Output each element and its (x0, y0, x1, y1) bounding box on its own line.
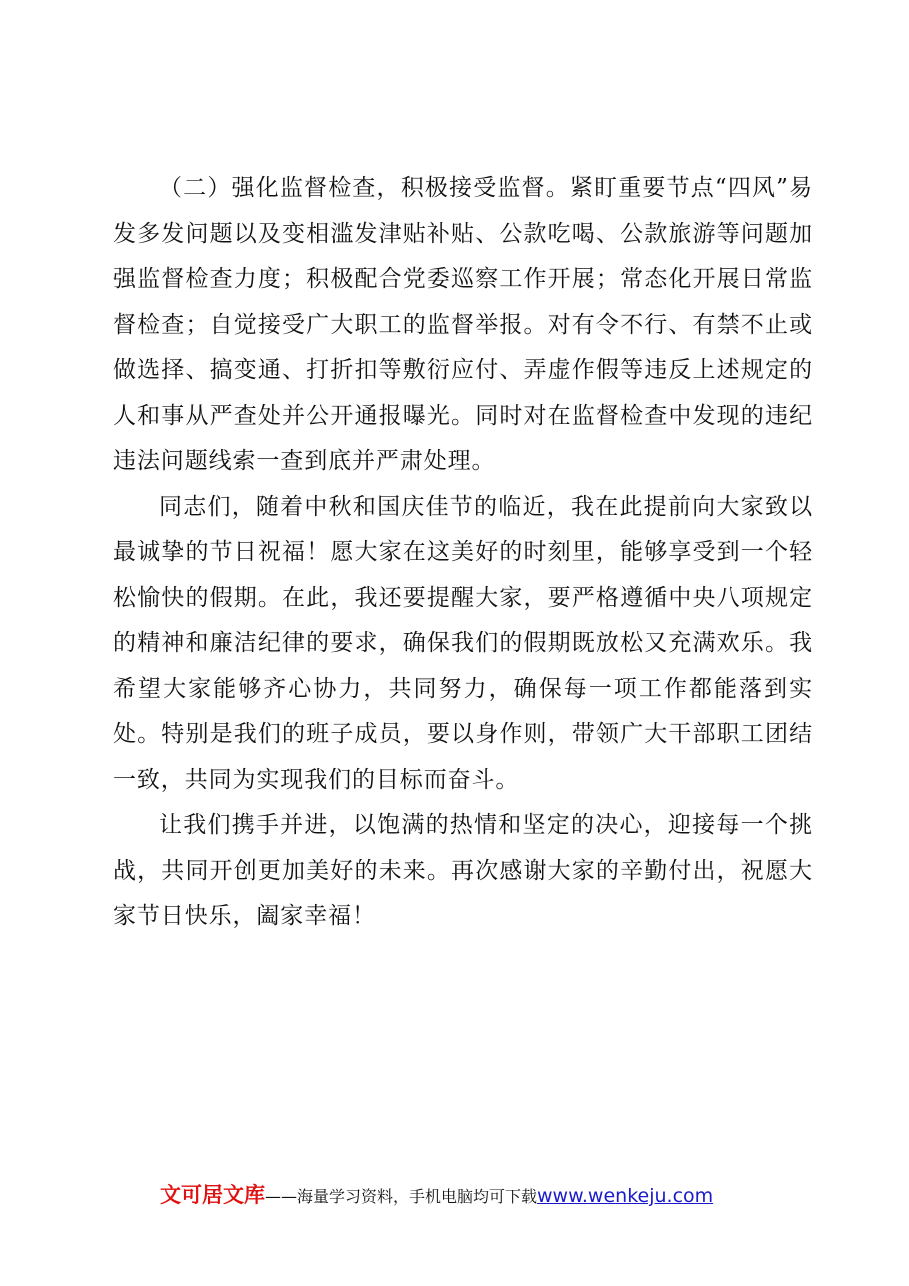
paragraph-holiday-greeting: 同志们，随着中秋和国庆佳节的临近，我在此提前向大家致以最诚挚的节日祝福！愿大家在这美好的时刻里，能够享受到一个轻松愉快的假期。在此，我还要提醒大家，要严格遵循中央八项规定的精神和廉洁纪律的要求，确保我们的假期既放松又充满欢乐。我希望大家能够齐心协力，共同努力，确保每一项工作都能落到实处。特别是我们的班子成员，要以身作则，带领广大干部职工团结一致，共同为实现我们的目标而奋斗。 (113, 493, 813, 793)
footer-brand: 文可居文库 (160, 1183, 265, 1207)
footer-banner (160, 1180, 800, 1212)
footer-site-link[interactable]: www.wenkeju.com (537, 1185, 714, 1207)
paragraph-supervision: （二）强化监督检查，积极接受监督。紧盯重要节点“四风”易发多发问题以及变相滥发津贴补贴、公款吃喝、公款旅游等问题加强监督检查力度；积极配合党委巡察工作开展；常态化开展日常监督检查；自觉接受广大职工的监督举报。对有令不行、有禁不止或做选择、搞变通、打折扣等敷衍应付、弄虚作假等违反上述规定的人和事从严查处并公开通报曝光。同时对在监督检查中发现的违纪违法问题线索一查到底并严肃处理。 (113, 175, 813, 474)
footer-slogan: ——海量学习资料，手机电脑均可下载 (265, 1187, 538, 1206)
paragraph-closing: 让我们携手并进，以饱满的热情和坚定的决心，迎接每一个挑战，共同开创更加美好的未来。再次感谢大家的辛勤付出，祝愿大家节日快乐，阖家幸福！ (113, 812, 813, 929)
document-body (113, 166, 813, 940)
